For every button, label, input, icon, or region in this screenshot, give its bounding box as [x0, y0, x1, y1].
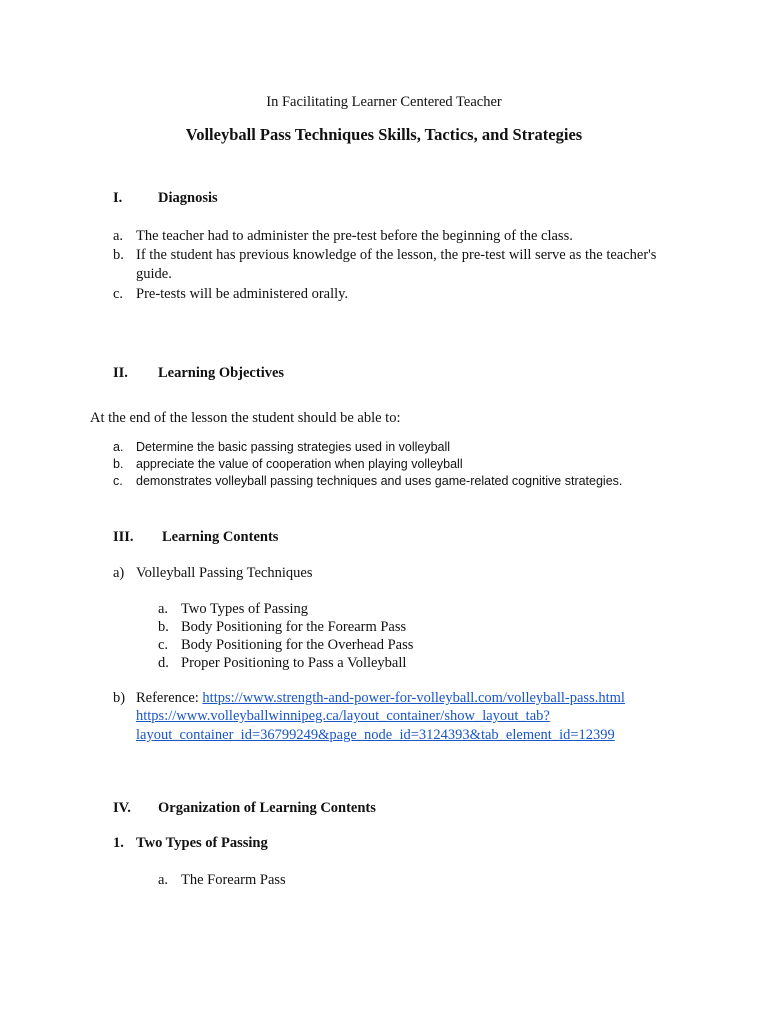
- sub-item: Body Positioning for the Forearm Pass: [181, 619, 407, 635]
- reference-link-2[interactable]: https://www.volleyballwinnipeg.ca/layout_container/show_layout_tab?: [136, 708, 550, 724]
- reference-link-2-continuation[interactable]: layout_container_id=36799249&page_node_id=3124393&tab_element_id=12399: [136, 727, 615, 743]
- section-3-heading: Learning Contents: [162, 529, 279, 545]
- subsection-heading: Two Types of Passing: [136, 835, 268, 851]
- section-2-heading: Learning Objectives: [158, 365, 285, 381]
- list-item-marker: a): [113, 565, 125, 581]
- sub-item-marker: a.: [158, 601, 169, 617]
- list-item-marker: a.: [113, 440, 124, 454]
- reference-line: [136, 689, 625, 708]
- list-item: If the student has previous knowledge of the lesson, the pre-test will serve as the teacher's: [136, 247, 657, 263]
- sub-item: Two Types of Passing: [181, 601, 308, 617]
- list-item-marker: b.: [113, 457, 124, 471]
- list-item-marker: a.: [113, 228, 124, 244]
- list-item: Pre-tests will be administered orally.: [136, 286, 349, 302]
- list-item-marker: b): [113, 690, 126, 706]
- section-1-number: I.: [113, 190, 123, 206]
- list-item: The teacher had to administer the pre-test before the beginning of the class.: [136, 228, 573, 244]
- sub-item-marker: d.: [158, 655, 169, 671]
- sub-item-marker: a.: [158, 872, 169, 888]
- reference-label: Reference:: [136, 690, 203, 706]
- sub-item: Body Positioning for the Overhead Pass: [181, 637, 414, 653]
- objectives-intro: At the end of the lesson the student should be able to:: [90, 410, 401, 426]
- section-4-heading: Organization of Learning Contents: [158, 800, 376, 816]
- list-item: Volleyball Passing Techniques: [136, 565, 313, 581]
- reference-link-1[interactable]: https://www.strength-and-power-for-volleyball.com/volleyball-pass.html: [202, 690, 625, 706]
- sub-item-marker: b.: [158, 619, 169, 635]
- sub-item: The Forearm Pass: [181, 872, 286, 888]
- list-item: demonstrates volleyball passing techniques and uses game-related cognitive strategies.: [136, 474, 623, 488]
- sub-item: Proper Positioning to Pass a Volleyball: [181, 655, 407, 671]
- section-1-heading: Diagnosis: [158, 190, 218, 206]
- list-item-marker: b.: [113, 247, 124, 263]
- list-item-marker: c.: [113, 474, 123, 488]
- section-4-number: IV.: [113, 800, 131, 816]
- list-item-continuation: guide.: [136, 266, 172, 282]
- document-pretitle: In Facilitating Learner Centered Teacher: [266, 94, 502, 110]
- section-3-number: III.: [113, 529, 134, 545]
- list-item-marker: c.: [113, 286, 124, 302]
- section-2-number: II.: [113, 365, 128, 381]
- list-item: appreciate the value of cooperation when playing volleyball: [136, 457, 463, 471]
- document-title: Volleyball Pass Techniques Skills, Tactics, and Strategies: [185, 125, 583, 144]
- list-item: Determine the basic passing strategies used in volleyball: [136, 440, 451, 454]
- sub-item-marker: c.: [158, 637, 169, 653]
- subsection-number: 1.: [113, 835, 124, 851]
